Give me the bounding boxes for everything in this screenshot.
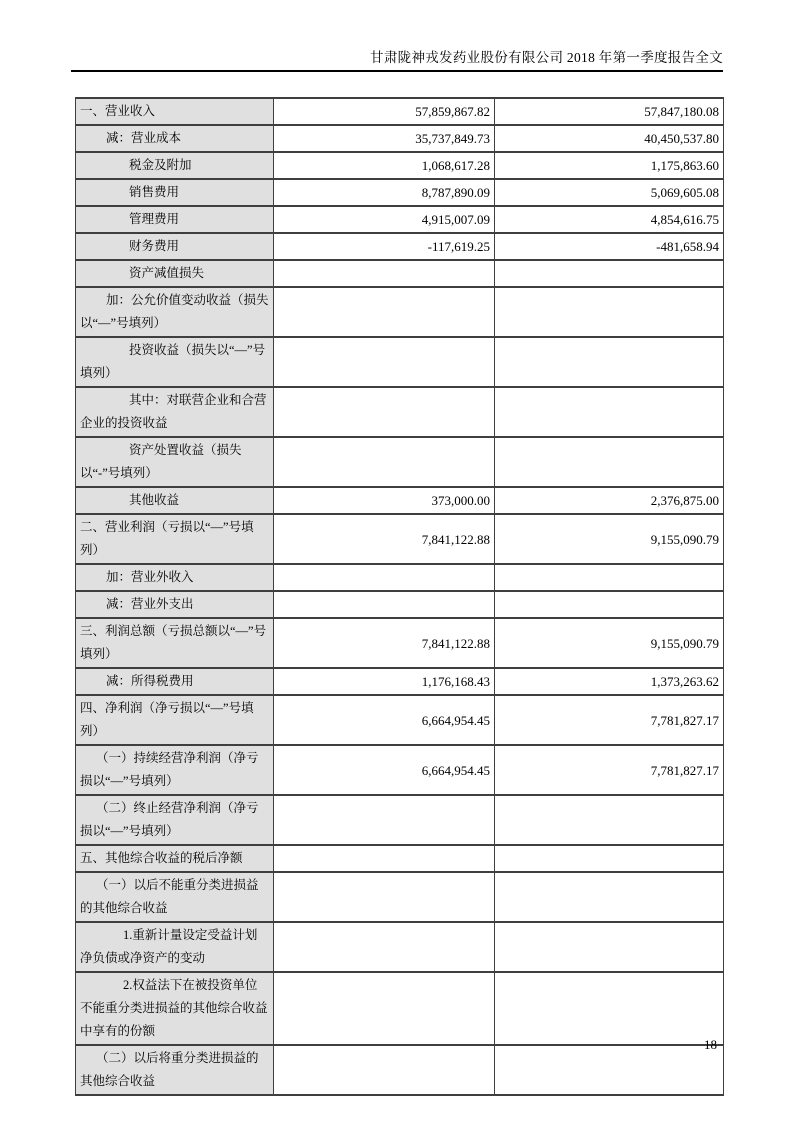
amount-column-1: 7,841,122.88 [274,514,495,564]
amount-column-2: 5,069,605.08 [495,179,724,206]
row-label: 二、营业利润（亏损以“—”号填列） [76,514,274,564]
amount-column-1 [274,287,495,337]
amount-column-1: 8,787,890.09 [274,179,495,206]
amount-column-2: 1,373,263.62 [495,668,724,695]
amount-column-2: -481,658.94 [495,233,724,260]
header-divider [71,70,723,72]
amount-column-1: 1,068,617.28 [274,152,495,179]
page-number: 18 [704,1037,717,1052]
table-row [76,564,724,591]
row-label: 减：营业成本 [76,125,274,152]
row-label: 加：公允价值变动收益（损失以“—”号填列） [76,287,274,337]
amount-column-2: 9,155,090.79 [495,514,724,564]
row-label: 税金及附加 [76,152,274,179]
amount-column-2: 4,854,616.75 [495,206,724,233]
row-label: 销售费用 [76,179,274,206]
amount-column-2: 40,450,537.80 [495,125,724,152]
table-row [76,152,724,179]
row-label: 资产减值损失 [76,260,274,287]
row-label: 1.重新计量设定受益计划净负债或净资产的变动 [76,922,274,972]
row-label: 三、利润总额（亏损总额以“—”号填列） [76,618,274,668]
table-row [76,845,724,872]
row-label: （二）以后将重分类进损益的其他综合收益 [76,1045,274,1095]
amount-column-1 [274,437,495,487]
amount-column-1: 35,737,849.73 [274,125,495,152]
amount-column-1 [274,260,495,287]
table-row [76,437,724,487]
amount-column-1: 4,915,007.09 [274,206,495,233]
row-label: 其中：对联营企业和合营企业的投资收益 [76,387,274,437]
row-label: 投资收益（损失以“—”号填列） [76,337,274,387]
table-row [76,337,724,387]
table-row [76,206,724,233]
amount-column-1 [274,972,495,1045]
amount-column-2: 57,847,180.08 [495,98,724,125]
amount-column-2 [495,972,724,1045]
table-row [76,591,724,618]
row-label: 五、其他综合收益的税后净额 [76,845,274,872]
table-row [76,695,724,745]
row-label: （一）以后不能重分类进损益的其他综合收益 [76,872,274,922]
table-row [76,233,724,260]
amount-column-2 [495,845,724,872]
income-statement-table [75,97,724,1096]
amount-column-2: 9,155,090.79 [495,618,724,668]
table-row [76,260,724,287]
amount-column-2: 7,781,827.17 [495,745,724,795]
table-row [76,98,724,125]
amount-column-2 [495,922,724,972]
table-row [76,745,724,795]
row-label: 减：营业外支出 [76,591,274,618]
amount-column-1 [274,591,495,618]
amount-column-1 [274,564,495,591]
amount-column-1 [274,845,495,872]
amount-column-1 [274,922,495,972]
amount-column-2 [495,795,724,845]
row-label: 财务费用 [76,233,274,260]
table-row [76,514,724,564]
report-header-title: 甘肃陇神戎发药业股份有限公司 2018 年第一季度报告全文 [370,50,723,65]
table-row [76,387,724,437]
amount-column-2: 7,781,827.17 [495,695,724,745]
amount-column-1 [274,872,495,922]
row-label: 减：所得税费用 [76,668,274,695]
row-label: （一）持续经营净利润（净亏损以“—”号填列） [76,745,274,795]
row-label: 资产处置收益（损失以“-”号填列） [76,437,274,487]
table-row [76,795,724,845]
row-label: 四、净利润（净亏损以“—”号填列） [76,695,274,745]
amount-column-1: 6,664,954.45 [274,745,495,795]
amount-column-1: 373,000.00 [274,487,495,514]
amount-column-2 [495,564,724,591]
amount-column-1: -117,619.25 [274,233,495,260]
row-label: （二）终止经营净利润（净亏损以“—”号填列） [76,795,274,845]
row-label: 一、营业收入 [76,98,274,125]
table-row [76,287,724,337]
amount-column-2 [495,591,724,618]
amount-column-1: 6,664,954.45 [274,695,495,745]
table-row [76,872,724,922]
row-label: 加：营业外收入 [76,564,274,591]
table-row [76,179,724,206]
amount-column-2 [495,387,724,437]
table-row [76,125,724,152]
table-row [76,972,724,1045]
row-label: 管理费用 [76,206,274,233]
amount-column-1 [274,337,495,387]
row-label: 其他收益 [76,487,274,514]
amount-column-2 [495,872,724,922]
amount-column-2 [495,337,724,387]
amount-column-2 [495,437,724,487]
amount-column-1 [274,387,495,437]
amount-column-1: 1,176,168.43 [274,668,495,695]
table-row [76,922,724,972]
amount-column-1: 57,859,867.82 [274,98,495,125]
amount-column-2: 1,175,863.60 [495,152,724,179]
row-label: 2.权益法下在被投资单位不能重分类进损益的其他综合收益中享有的份额 [76,972,274,1045]
amount-column-2: 2,376,875.00 [495,487,724,514]
amount-column-1: 7,841,122.88 [274,618,495,668]
amount-column-2 [495,287,724,337]
table-row [76,668,724,695]
table-row [76,487,724,514]
amount-column-2 [495,260,724,287]
amount-column-1 [274,795,495,845]
table-row [76,618,724,668]
